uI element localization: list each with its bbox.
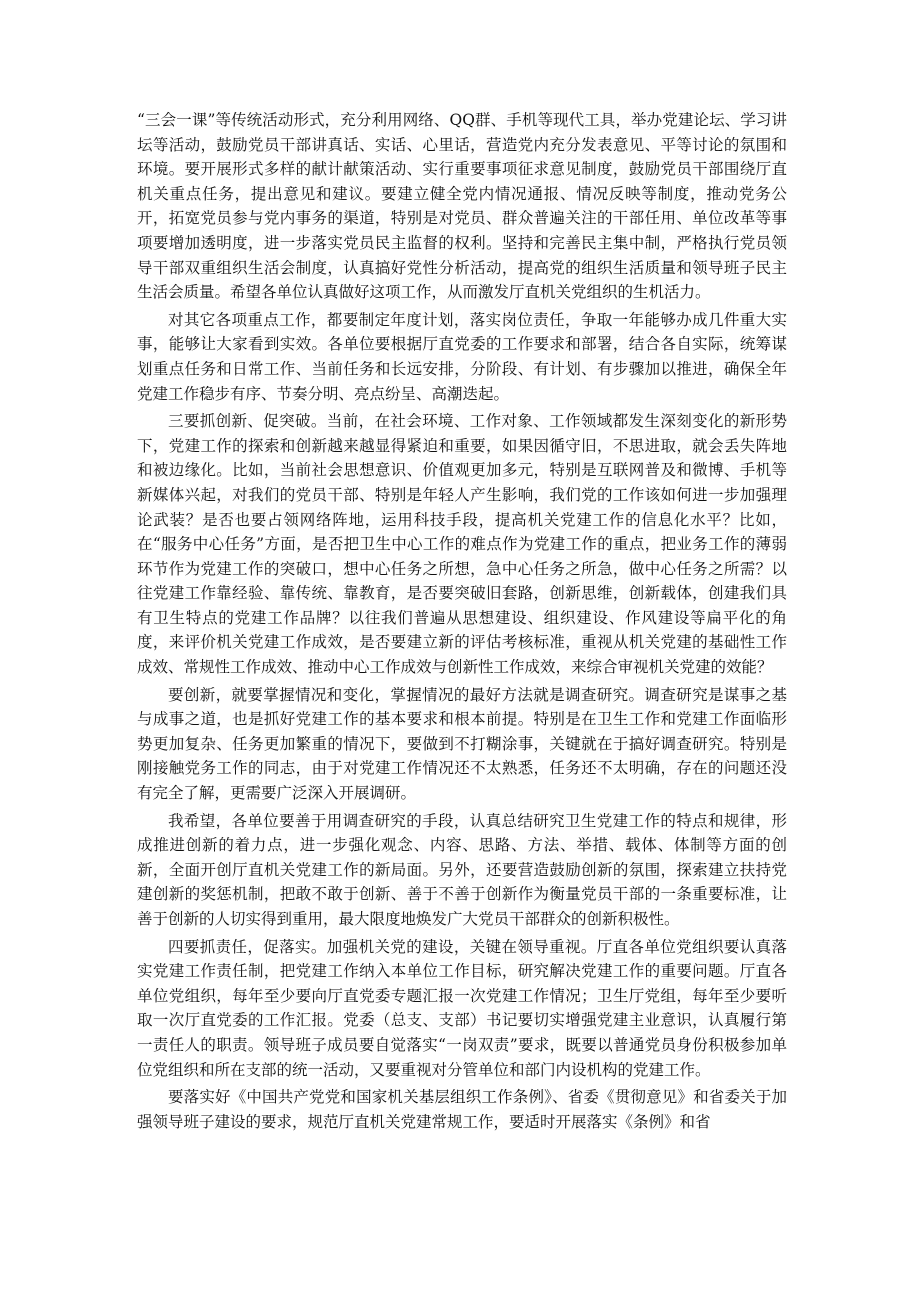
paragraph: “三会一课”等传统活动形式，充分利用网络、QQ群、手机等现代工具，举办党建论坛、学习讲坛等活动，鼓励党员干部讲真话、实话、心里话，营造党内充分发表意见、平等讨论的氛围和环境。要开展形式多样的献计献策活动、实行重要事项征求意见制度，鼓励党员干部围绕厅直机关重点任务，提出意见和建议。要建立健全党内情况通报、情况反映等制度，推动党务公开，拓宽党员参与党内事务的渠道，特别是对党员、群众普遍关注的干部任用、单位改革等事项要增加透明度，进一步落实党员民主监督的权利。坚持和完善民主集中制，严格执行党员领导干部双重组织生活会制度，认真搞好党性分析活动，提高党的组织生活质量和领导班子民主生活会质量。希望各单位认真做好这项工作，从而激发厅直机关党组织的生机活力。 [137,111,787,302]
paragraph: 四要抓责任，促落实。加强机关党的建设，关键在领导重视。厅直各单位党组织要认真落实党建工作责任制，把党建工作纳入本单位工作目标，研究解决党建工作的重要问题。厅直各单位党组织，每年至少要向厅直党委专题汇报一次党建工作情况；卫生厅党组，每年至少要听取一次厅直党委的工作汇报。党委（总支、支部）书记要切实增强党建主业意识，认真履行第一责任人的职责。领导班子成员要自觉落实“一岗双责”要求，既要以普通党员身份积极参加单位党组织和所在支部的统一活动，又要重视对分管单位和部门内设机构的党建工作。 [137,937,787,1079]
document-body [137,108,787,1137]
paragraph: 要创新，就要掌握情况和变化，掌握情况的最好方法就是调查研究。调查研究是谋事之基与成事之道，也是抓好党建工作的基本要求和根本前提。特别是在卫生工作和党建工作面临形势更加复杂、任务更加繁重的情况下，要做到不打糊涂事，关键就在于搞好调查研究。特别是刚接触党务工作的同志，由于对党建工作情况还不太熟悉，任务还不太明确，存在的问题还没有完全了解，更需要广泛深入开展调研。 [137,685,787,803]
paragraph: 要落实好《中国共产党党和国家机关基层组织工作条例》、省委《贯彻意见》和省委关于加强领导班子建设的要求，规范厅直机关党建常规工作，要适时开展落实《条例》和省 [137,1088,787,1131]
paragraph: 我希望，各单位要善于用调查研究的手段，认真总结研究卫生党建工作的特点和规律，形成推进创新的着力点，进一步强化观念、内容、思路、方法、举措、载体、体制等方面的创新，全面开创厅直机关党建工作的新局面。另外，还要营造鼓励创新的氛围，探索建立扶持党建创新的奖惩机制，把敢不敢于创新、善于不善于创新作为衡量党员干部的一条重要标准，让善于创新的人切实得到重用，最大限度地焕发广大党员干部群众的创新积极性。 [137,811,787,928]
paragraph: 三要抓创新、促突破。当前，在社会环境、工作对象、工作领域都发生深刻变化的新形势下，党建工作的探索和创新越来越显得紧迫和重要，如果因循守旧，不思进取，就会丢失阵地和被边缘化。比如，当前社会思想意识、价值观更加多元，特别是互联网普及和微博、手机等新媒体兴起，对我们的党员干部、特别是年轻人产生影响，我们党的工作该如何进一步加强理论武装？是否也要占领网络阵地，运用科技手段，提高机关党建工作的信息化水平？比如，在“服务中心任务”方面，是否把卫生中心工作的难点作为党建工作的重点，把业务工作的薄弱环节作为党建工作的突破口，想中心任务之所想，急中心任务之所急，做中心任务之所需？以往党建工作靠经验、靠传统、靠教育，是否要突破旧套路，创新思维，创新载体，创建我们具有卫生特点的党建工作品牌？以往我们普遍从思想建设、组织建设、作风建设等扁平化的角度，来评价机关党建工作成效，是否要建立新的评估考核标准，重视从机关党建的基础性工作成效、常规性工作成效、推动中心工作成效与创新性工作成效，来综合审视机关党建的效能？ [137,412,787,677]
paragraph: 对其它各项重点工作，都要制定年度计划，落实岗位责任，争取一年能够办成几件重大实事，能够让大家看到实效。各单位要根据厅直党委的工作要求和部署，结合各自实际，统筹谋划重点任务和日常工作、当前任务和长远安排，分阶段、有计划、有步骤加以推进，确保全年党建工作稳步有序、节奏分明、亮点纷呈、高潮迭起。 [137,310,787,403]
